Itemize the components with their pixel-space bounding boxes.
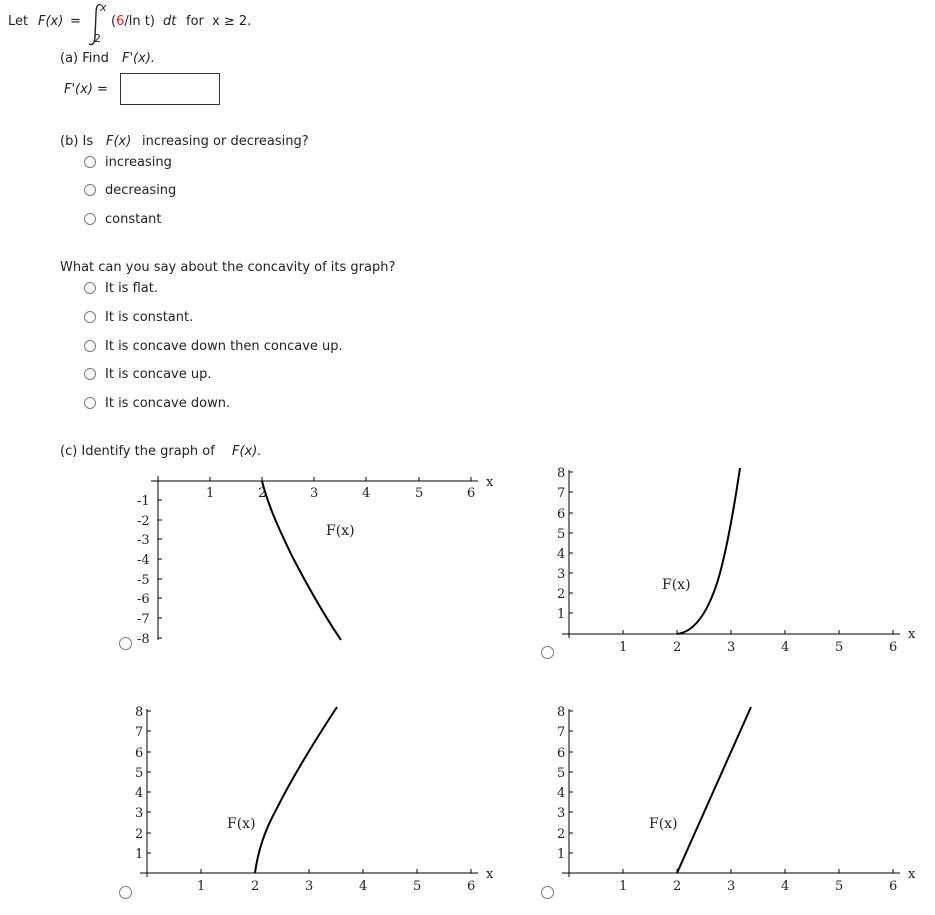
svg-text:F(x): F(x): [662, 577, 691, 593]
svg-text:2: 2: [557, 587, 566, 602]
svg-text:2: 2: [135, 827, 144, 842]
part-b-prompt-func: F(x): [106, 134, 132, 149]
graph-1-x-ticks: [210, 477, 471, 481]
svg-text:5: 5: [835, 640, 844, 655]
svg-text:1: 1: [619, 879, 628, 894]
svg-text:2: 2: [258, 486, 267, 501]
condition: x ≥ 2.: [212, 14, 252, 29]
part-a-prompt: (a) Find: [60, 51, 109, 66]
graph-3: [140, 707, 478, 877]
svg-text:6: 6: [889, 640, 898, 655]
svg-text:x: x: [908, 627, 916, 642]
svg-text:1: 1: [619, 640, 628, 655]
svg-text:4: 4: [781, 879, 790, 894]
graph-4: [562, 707, 900, 877]
svg-text:6: 6: [557, 507, 566, 522]
svg-text:4: 4: [135, 786, 144, 801]
svg-text:1: 1: [197, 879, 206, 894]
equals-sign: =: [70, 14, 81, 29]
function-name: F(x): [38, 14, 64, 29]
svg-text:x: x: [486, 475, 494, 490]
graph-2: [562, 468, 900, 638]
svg-text:6: 6: [557, 746, 566, 761]
differential: dt: [163, 14, 177, 29]
svg-text:2: 2: [557, 827, 566, 842]
part-b-prompt-suffix: increasing or decreasing?: [142, 134, 309, 149]
option-constant-label: constant: [105, 212, 162, 227]
svg-text:-5: -5: [137, 573, 150, 588]
option-increasing-label: increasing: [105, 155, 172, 170]
integrand-coefficient: 6: [116, 14, 125, 29]
svg-text:8: 8: [135, 705, 144, 720]
integrand: (6/ln t): [111, 14, 155, 29]
svg-text:4: 4: [359, 879, 368, 894]
svg-text:7: 7: [557, 486, 566, 501]
svg-text:5: 5: [415, 486, 424, 501]
graph-1-labels: [137, 475, 494, 647]
svg-text:5: 5: [557, 527, 566, 542]
svg-text:7: 7: [135, 725, 144, 740]
graph-1-y-ticks: [158, 500, 162, 638]
svg-text:-2: -2: [137, 514, 150, 529]
svg-text:4: 4: [362, 486, 371, 501]
svg-text:6: 6: [135, 746, 144, 761]
svg-text:3: 3: [557, 567, 566, 582]
part-c-prompt-func: F(x).: [232, 444, 262, 459]
svg-text:5: 5: [835, 879, 844, 894]
svg-text:5: 5: [413, 879, 422, 894]
svg-text:4: 4: [557, 786, 566, 801]
part-b-prompt: (b) Is: [60, 134, 94, 149]
svg-text:1: 1: [557, 607, 566, 622]
svg-text:2: 2: [673, 879, 682, 894]
svg-text:6: 6: [467, 879, 476, 894]
svg-text:3: 3: [727, 640, 736, 655]
svg-text:F(x): F(x): [326, 523, 355, 539]
svg-text:3: 3: [305, 879, 314, 894]
option-constant-concavity-label: It is constant.: [105, 310, 194, 325]
condition-for: for: [186, 14, 204, 29]
svg-text:1: 1: [557, 847, 566, 862]
svg-text:2: 2: [673, 640, 682, 655]
svg-text:3: 3: [557, 806, 566, 821]
svg-text:1: 1: [206, 486, 215, 501]
option-concave-down-then-up-label: It is concave down then concave up.: [105, 339, 343, 354]
svg-text:1: 1: [135, 847, 144, 862]
svg-text:-8: -8: [137, 632, 150, 647]
let-label: Let: [8, 14, 29, 29]
part-c-prompt: (c) Identify the graph of: [60, 444, 215, 459]
svg-text:F(x): F(x): [227, 816, 256, 832]
option-concave-up-label: It is concave up.: [105, 367, 212, 382]
part-a-prompt-func: F'(x).: [122, 51, 156, 66]
svg-text:6: 6: [889, 879, 898, 894]
graph-3-labels: [135, 705, 494, 894]
svg-text:-3: -3: [137, 533, 150, 548]
svg-text:3: 3: [135, 806, 144, 821]
graph-4-labels: [557, 705, 916, 894]
option-concave-down-label: It is concave down.: [105, 396, 231, 411]
svg-text:-4: -4: [137, 553, 150, 568]
option-flat-label: It is flat.: [105, 281, 158, 296]
concavity-prompt: What can you say about the concavity of its graph?: [60, 260, 396, 275]
svg-text:-6: -6: [137, 592, 150, 607]
svg-text:x: x: [486, 867, 494, 882]
svg-text:5: 5: [135, 766, 144, 781]
svg-text:2: 2: [251, 879, 260, 894]
svg-text:3: 3: [727, 879, 736, 894]
svg-text:F(x): F(x): [649, 816, 678, 832]
svg-text:-1: -1: [137, 494, 150, 509]
option-decreasing-label: decreasing: [105, 183, 177, 198]
svg-text:-7: -7: [137, 612, 150, 627]
svg-text:8: 8: [557, 466, 566, 481]
svg-text:8: 8: [557, 705, 566, 720]
svg-text:7: 7: [557, 725, 566, 740]
answer-label: F'(x) =: [64, 82, 108, 97]
integral-upper-limit: x: [100, 1, 107, 14]
svg-text:4: 4: [781, 640, 790, 655]
svg-text:x: x: [908, 867, 916, 882]
svg-text:6: 6: [467, 486, 476, 501]
svg-text:5: 5: [557, 766, 566, 781]
svg-text:3: 3: [310, 486, 319, 501]
integral-lower-limit: 2: [94, 32, 101, 45]
svg-text:4: 4: [557, 547, 566, 562]
